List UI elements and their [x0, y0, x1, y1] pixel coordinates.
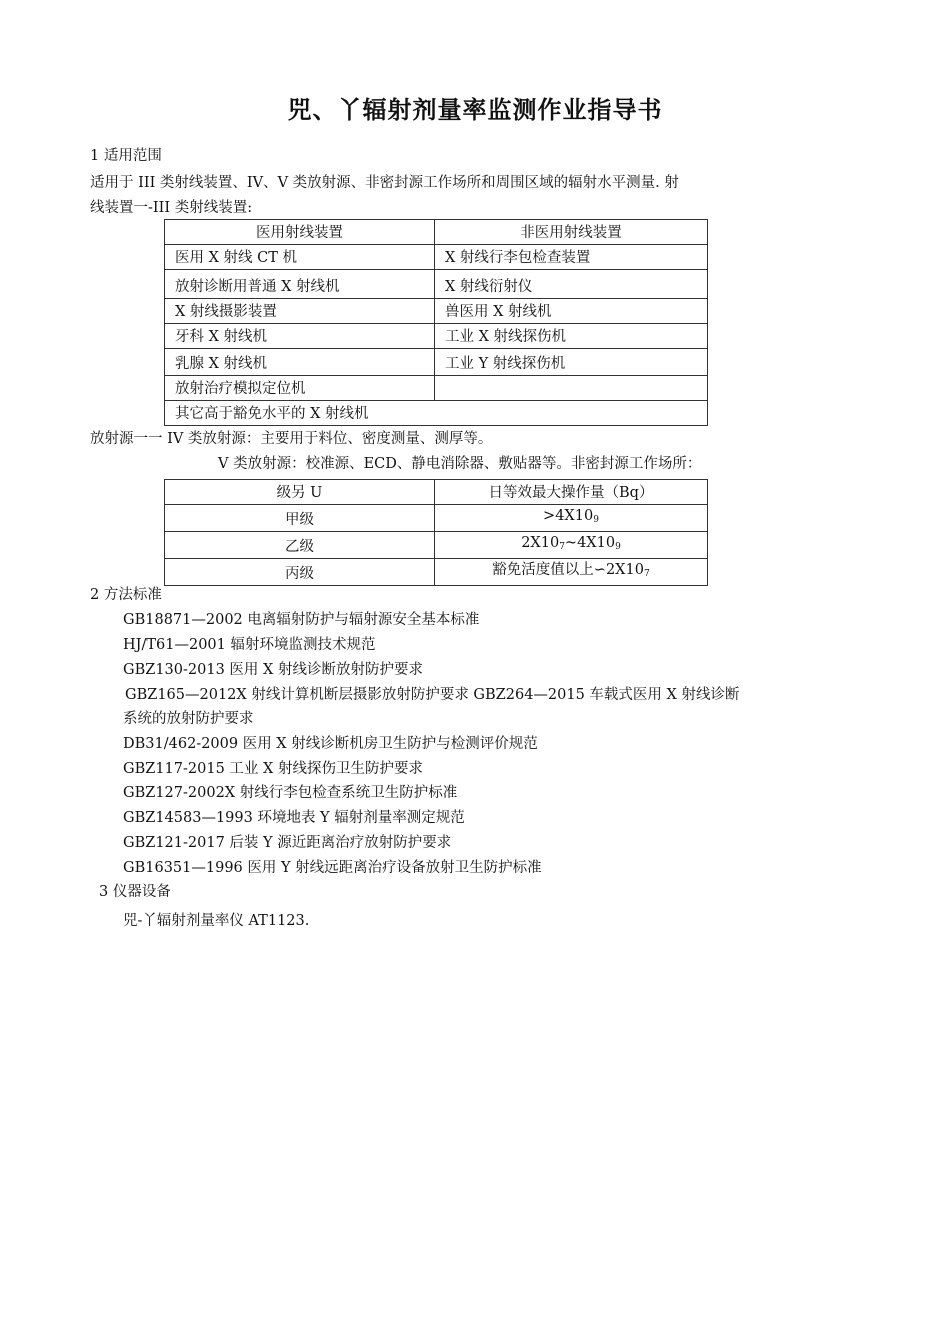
table-cell: 医用 X 射线 CT 机	[165, 245, 435, 270]
exponent: 7	[643, 569, 650, 579]
header-grade: 级另 U	[165, 480, 435, 505]
table-cell: X 射线摄影装置	[165, 299, 435, 324]
table-row	[165, 349, 708, 376]
table-cell: 兽医用 X 射线机	[435, 299, 708, 324]
value-text: 豁免活度值以上∽2X10	[492, 562, 644, 578]
table-cell: 甲级	[165, 505, 435, 532]
table-header-row	[165, 220, 708, 245]
section-2-heading: 2 方法标准	[90, 587, 162, 603]
table-row	[165, 376, 708, 401]
header-max-activity: 日等效最大操作量（Bq）	[435, 480, 708, 505]
table-cell	[435, 532, 708, 559]
value-text: >4X10	[543, 508, 594, 524]
instrument-item: 兕-丫辐射剂量率仪 AT1123.	[123, 913, 310, 929]
source-line-2: V 类放射源：校准源、ECD、静电消除器、敷贴器等。非密封源工作场所：	[218, 456, 702, 472]
value-text: 2X10	[521, 535, 560, 551]
ray-device-table	[164, 219, 708, 426]
table-cell: 牙科 X 射线机	[165, 324, 435, 349]
standard-item: GBZ165—2012X 射线计算机断层摄影放射防护要求 GBZ264—2015 车载式医用 X 射线诊断	[125, 687, 740, 703]
section-1-heading: 1 适用范围	[90, 148, 162, 164]
table-cell: 乳腺 X 射线机	[165, 349, 435, 376]
standard-item: GBZ14583—1993 环境地表 Y 辐射剂量率测定规范	[123, 810, 465, 826]
table-row	[165, 299, 708, 324]
value-text: ~4X10	[564, 535, 616, 551]
standard-item: GBZ117-2015 工业 X 射线探伤卫生防护要求	[123, 761, 423, 777]
table-row	[165, 270, 708, 299]
table-cell	[435, 376, 708, 401]
table-cell	[435, 559, 708, 586]
table-cell-merged: 其它高于豁免水平的 X 射线机	[165, 401, 708, 426]
standard-item: GB18871—2002 电离辐射防护与辐射源安全基本标准	[123, 612, 480, 628]
table-row	[165, 532, 708, 559]
table-row	[165, 401, 708, 426]
table-cell	[435, 505, 708, 532]
page-title: 兕、丫辐射剂量率监测作业指导书	[287, 96, 663, 124]
table-cell: 放射诊断用普通 X 射线机	[165, 270, 435, 299]
standard-item-continued: 系统的放射防护要求	[123, 711, 254, 727]
table-cell: X 射线衍射仪	[435, 270, 708, 299]
table-header-row	[165, 480, 708, 505]
standard-item: HJ/T61—2001 辐射环境监测技术规范	[123, 637, 376, 653]
scope-paragraph-line-2: 线装置一-III 类射线装置:	[90, 200, 253, 216]
table-row	[165, 324, 708, 349]
section-3-heading: 3 仪器设备	[99, 884, 171, 900]
table-row	[165, 245, 708, 270]
standard-item: GB16351—1996 医用 Y 射线远距离治疗设备放射卫生防护标准	[123, 860, 542, 876]
standard-item: GBZ121-2017 后装 Y 源近距离治疗放射防护要求	[123, 835, 452, 851]
table-row	[165, 559, 708, 586]
table-cell: 丙级	[165, 559, 435, 586]
table-cell: 工业 Y 射线探伤机	[435, 349, 708, 376]
table-cell: 乙级	[165, 532, 435, 559]
exponent: 9	[593, 515, 599, 525]
exponent: 9	[615, 542, 621, 552]
standard-item: DB31/462-2009 医用 X 射线诊断机房卫生防护与检测评价规范	[123, 736, 538, 752]
header-medical: 医用射线装置	[165, 220, 435, 245]
workplace-grade-table	[164, 479, 708, 586]
standard-item: GBZ127-2002X 射线行李包检查系统卫生防护标准	[123, 785, 458, 801]
header-non-medical: 非医用射线装置	[435, 220, 708, 245]
source-line-1: 放射源一一 IV 类放射源：主要用于料位、密度测量、测厚等。	[90, 431, 493, 447]
table-cell: X 射线行李包检查装置	[435, 245, 708, 270]
table-cell: 工业 X 射线探伤机	[435, 324, 708, 349]
standard-item: GBZ130-2013 医用 X 射线诊断放射防护要求	[123, 662, 423, 678]
scope-paragraph-line-1: 适用于 III 类射线装置、IV、V 类放射源、非密封源工作场所和周围区域的辐射水平测量. 射	[90, 175, 679, 191]
table-row	[165, 505, 708, 532]
exponent: 7	[559, 542, 565, 552]
table-cell: 放射治疗模拟定位机	[165, 376, 435, 401]
